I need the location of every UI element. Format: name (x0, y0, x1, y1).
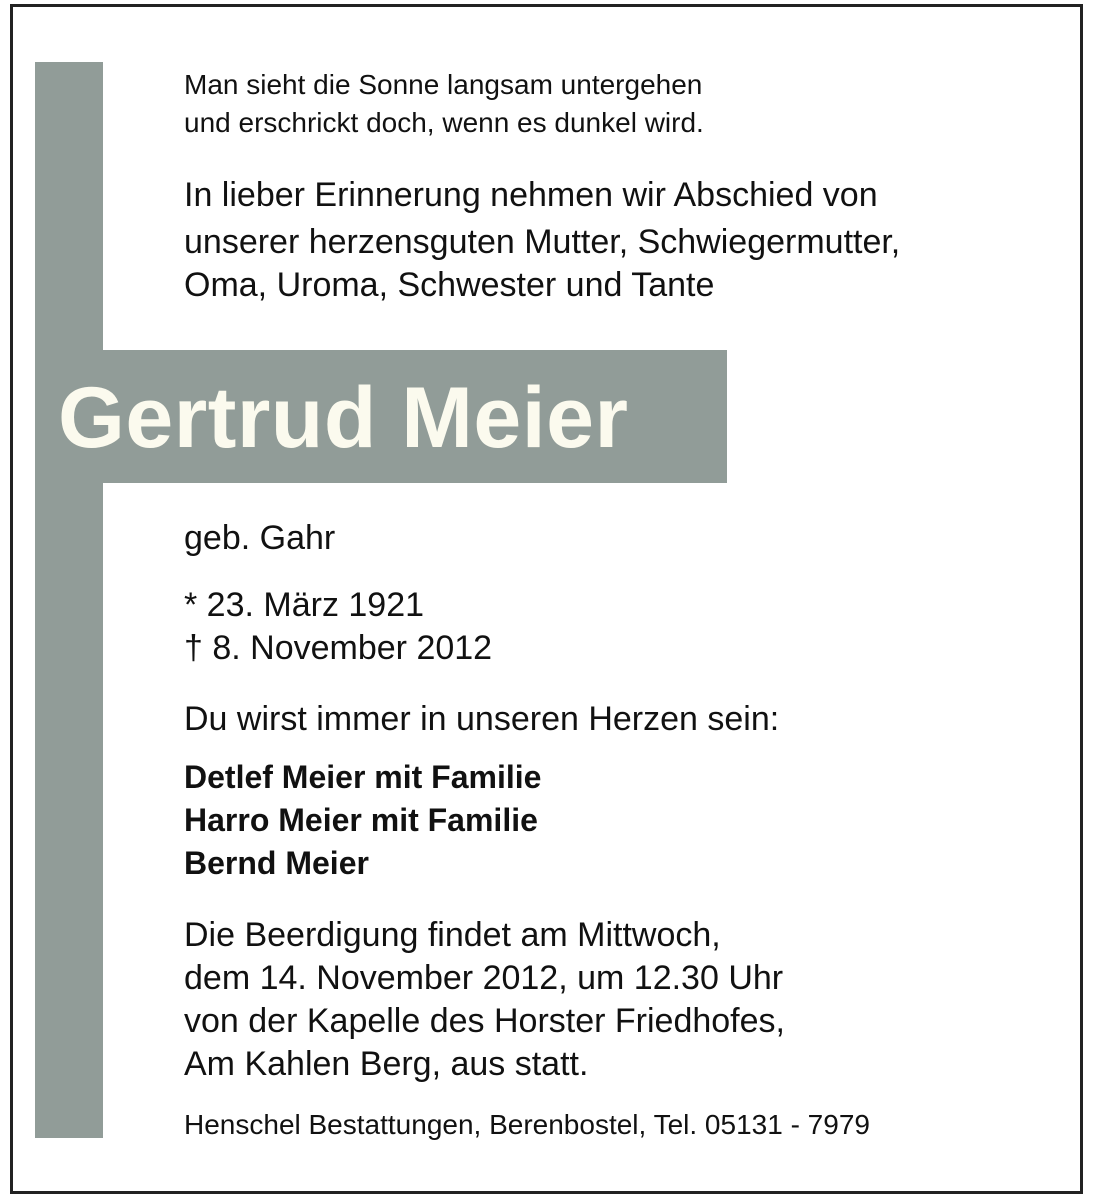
intro-line-2: unserer herzensguten Mutter, Schwiegermutter, (184, 223, 901, 261)
intro-line-1: In lieber Erinnerung nehmen wir Abschied von (184, 176, 878, 214)
motto-line-1: Man sieht die Sonne langsam untergehen (184, 69, 703, 100)
birth-date: * 23. März 1921 (184, 586, 425, 624)
funeral-line-3: von der Kapelle des Horster Friedhofes, (184, 1002, 785, 1040)
deceased-name: Gertrud Meier (58, 370, 629, 466)
funeral-line-4: Am Kahlen Berg, aus statt. (184, 1045, 589, 1083)
mourner-1: Detlef Meier mit Familie (184, 759, 542, 795)
intro-line-3: Oma, Uroma, Schwester und Tante (184, 266, 715, 304)
funeral-line-1: Die Beerdigung findet am Mittwoch, (184, 916, 721, 954)
mourner-2: Harro Meier mit Familie (184, 802, 538, 838)
undertaker-info: Henschel Bestattungen, Berenbostel, Tel. 05131 - 7979 (184, 1109, 870, 1140)
maiden-name: geb. Gahr (184, 519, 336, 557)
motto-line-2: und erschrickt doch, wenn es dunkel wird. (184, 107, 704, 138)
cross-vertical-beam (35, 62, 103, 1138)
mourner-3: Bernd Meier (184, 845, 369, 881)
closing-line: Du wirst immer in unseren Herzen sein: (184, 700, 780, 738)
death-date: † 8. November 2012 (184, 629, 493, 667)
funeral-line-2: dem 14. November 2012, um 12.30 Uhr (184, 959, 784, 997)
